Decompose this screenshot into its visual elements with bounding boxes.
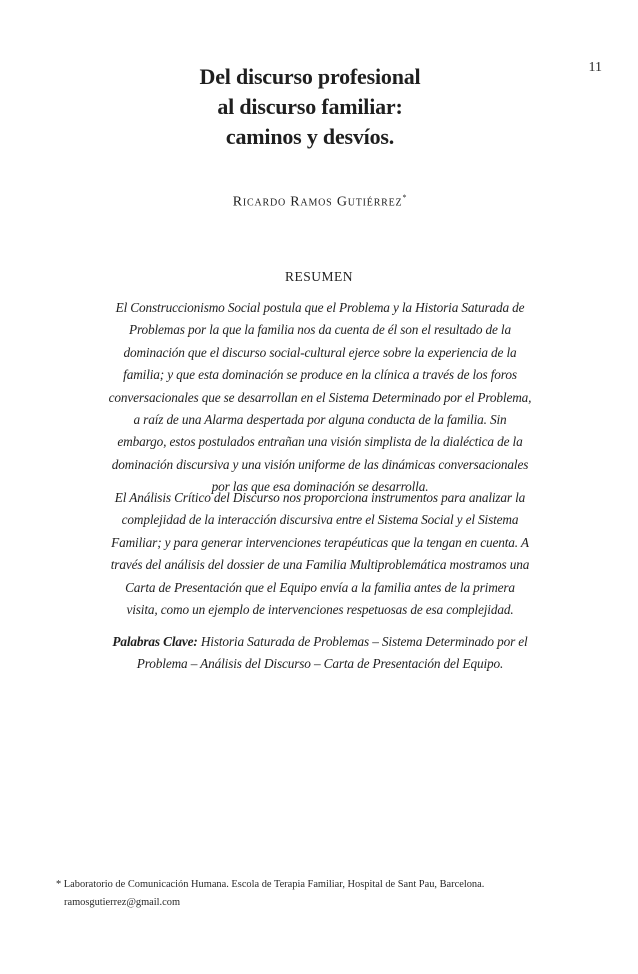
abstract-line: dominación discursiva y una visión uniforme de las dinámicas conversacionales	[111, 456, 529, 472]
abstract-line: través del análisis del dossier de una Familia Multiproblemática mostramos una	[110, 557, 530, 573]
footnote-affiliation: * Laboratorio de Comunicación Humana. Escola de Terapia Familiar, Hospital de Sant Pau, Barcelona.	[56, 879, 485, 890]
article-title	[100, 62, 520, 152]
abstract-line: a raíz de una Alarma despertada por alguna conducta de la familia. Sin	[133, 412, 507, 428]
keywords	[60, 631, 580, 676]
keywords-label: Palabras Clave:	[112, 634, 198, 649]
abstract-line: embargo, estos postulados entrañan una visión simplista de la dialéctica de la	[117, 434, 523, 450]
abstract-line: complejidad de la interacción discursiva entre el Sistema Social y el Sistema	[121, 512, 519, 528]
keywords-line-2: Problema – Análisis del Discurso – Carta de Presentación del Equipo.	[136, 656, 504, 672]
abstract-paragraph-1	[60, 297, 580, 499]
keywords-line-1	[60, 631, 580, 653]
title-line: Del discurso profesional	[199, 64, 421, 89]
page-number: 11	[588, 60, 602, 75]
abstract-line: por las que esa dominación se desarrolla.	[211, 479, 429, 495]
author-name	[120, 193, 520, 211]
abstract-heading: RESUMEN	[284, 269, 353, 284]
abstract-line: visita, como un ejemplo de intervenciones respetuosas de esa complejidad.	[126, 602, 514, 618]
abstract-line: Familiar; y para generar intervenciones terapéuticas que la tengan en cuenta. A	[111, 534, 529, 550]
abstract-line: dominación que el discurso social-cultural ejerce sobre la experiencia de la	[123, 344, 517, 360]
author-text: Ricardo Ramos Gutiérrez	[232, 194, 403, 210]
abstract-paragraph-2	[60, 487, 580, 621]
abstract-line: Carta de Presentación que el Equipo envía a la familia antes de la primera	[125, 579, 515, 595]
abstract-line: El Análisis Crítico del Discurso nos proporciona instrumentos para analizar la	[114, 490, 526, 505]
footnote-email: ramosgutierrez@gmail.com	[64, 897, 181, 908]
abstract-line: familia; y que esta dominación se produce en la clínica a través de los foros	[123, 367, 517, 383]
title-line: al discurso familiar:	[217, 94, 403, 119]
abstract-line: conversacionales que se desarrollan en el Sistema Determinado por el Problema,	[108, 389, 532, 405]
keywords-text: Historia Saturada de Problemas – Sistema Determinado por el	[197, 634, 528, 649]
title-line: caminos y desvíos.	[225, 124, 395, 149]
abstract-line: El Construccionismo Social postula que el Problema y la Historia Saturada de	[115, 300, 525, 315]
author-footnote-marker: *	[402, 193, 408, 202]
footnote	[56, 876, 596, 912]
abstract-line: Problemas por la que la familia nos da cuenta de él son el resultado de la	[129, 322, 511, 338]
